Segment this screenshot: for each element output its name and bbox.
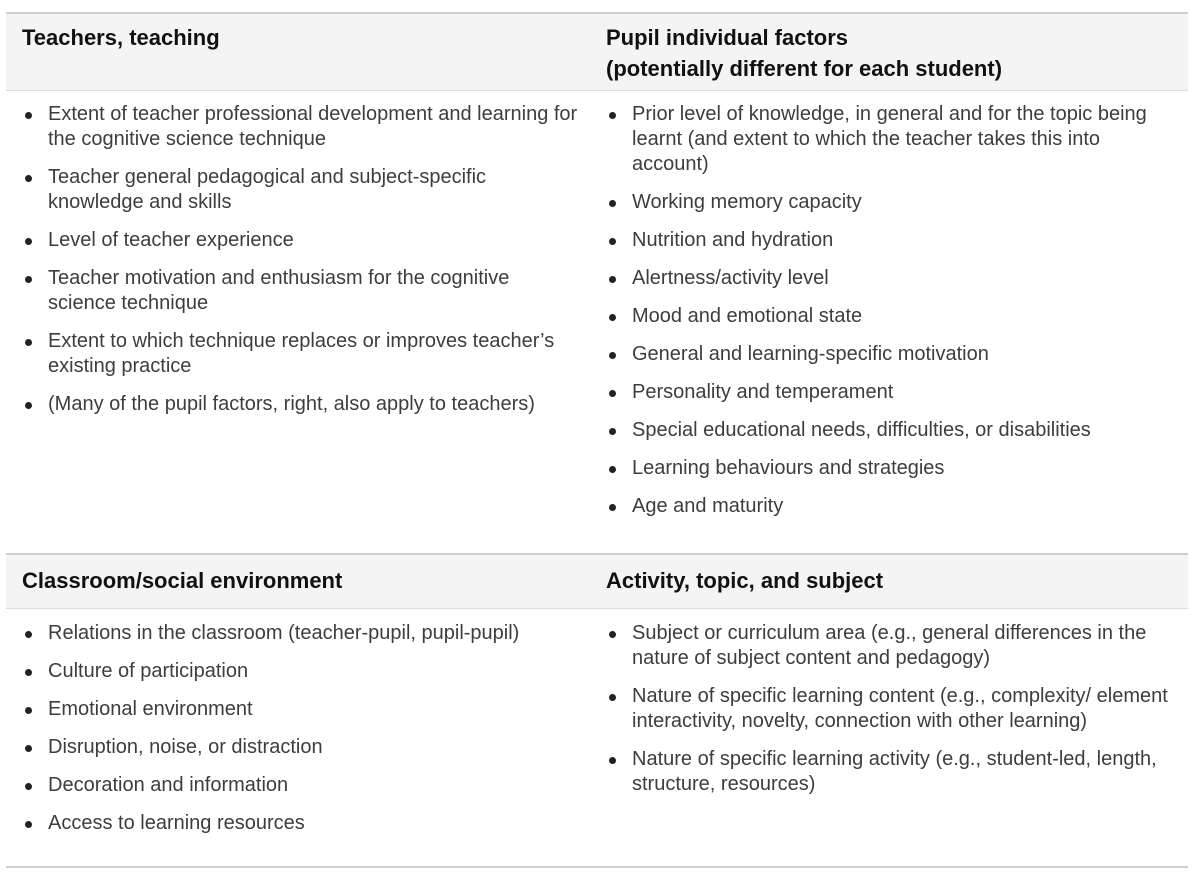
list-item: Learning behaviours and strategies bbox=[606, 456, 1176, 481]
section-title-classroom: Classroom/social environment bbox=[22, 568, 343, 593]
list-item: Culture of participation bbox=[22, 659, 582, 684]
list-item: Teacher general pedagogical and subject-specific knowledge and skills bbox=[22, 165, 582, 215]
list-item: Age and maturity bbox=[606, 494, 1176, 519]
list-item: Level of teacher experience bbox=[22, 228, 582, 253]
middle-header-divider bbox=[6, 608, 1188, 609]
list-activity bbox=[606, 621, 1176, 810]
section-title-pupil: Pupil individual factors (potentially different for each student) bbox=[606, 25, 1003, 81]
list-teachers bbox=[22, 102, 582, 430]
list-item: Alertness/activity level bbox=[606, 266, 1176, 291]
top-header-divider bbox=[6, 90, 1188, 91]
list-item: Mood and emotional state bbox=[606, 304, 1176, 329]
list-item: Extent to which technique replaces or improves teacher’s existing practice bbox=[22, 329, 582, 379]
section-title-teachers: Teachers, teaching bbox=[22, 25, 220, 50]
list-item: Subject or curriculum area (e.g., general differences in the nature of subject content and pedagogy) bbox=[606, 621, 1176, 671]
list-item: Prior level of knowledge, in general and for the topic being learnt (and extent to which the teacher takes this into account) bbox=[606, 102, 1176, 177]
list-item: Extent of teacher professional development and learning for the cognitive science technique bbox=[22, 102, 582, 152]
list-item: Nature of specific learning content (e.g., complexity/ element interactivity, novelty, connection with other learning) bbox=[606, 684, 1176, 734]
list-item: Nutrition and hydration bbox=[606, 228, 1176, 253]
list-item: Teacher motivation and enthusiasm for the cognitive science technique bbox=[22, 266, 582, 316]
list-item: Special educational needs, difficulties, or disabilities bbox=[606, 418, 1176, 443]
list-item: Personality and temperament bbox=[606, 380, 1176, 405]
list-classroom bbox=[22, 621, 582, 849]
section-title-activity: Activity, topic, and subject bbox=[606, 568, 884, 593]
list-pupil bbox=[606, 102, 1176, 532]
top-rule bbox=[6, 12, 1188, 14]
list-item: Access to learning resources bbox=[22, 811, 582, 836]
list-item: General and learning-specific motivation bbox=[606, 342, 1176, 367]
list-item: (Many of the pupil factors, right, also apply to teachers) bbox=[22, 392, 582, 417]
list-item: Disruption, noise, or distraction bbox=[22, 735, 582, 760]
middle-rule bbox=[6, 553, 1188, 555]
bottom-rule bbox=[6, 866, 1188, 868]
list-item: Decoration and information bbox=[22, 773, 582, 798]
list-item: Relations in the classroom (teacher-pupil, pupil-pupil) bbox=[22, 621, 582, 646]
list-item: Emotional environment bbox=[22, 697, 582, 722]
list-item: Working memory capacity bbox=[606, 190, 1176, 215]
list-item: Nature of specific learning activity (e.g., student-led, length, structure, resources) bbox=[606, 747, 1176, 797]
